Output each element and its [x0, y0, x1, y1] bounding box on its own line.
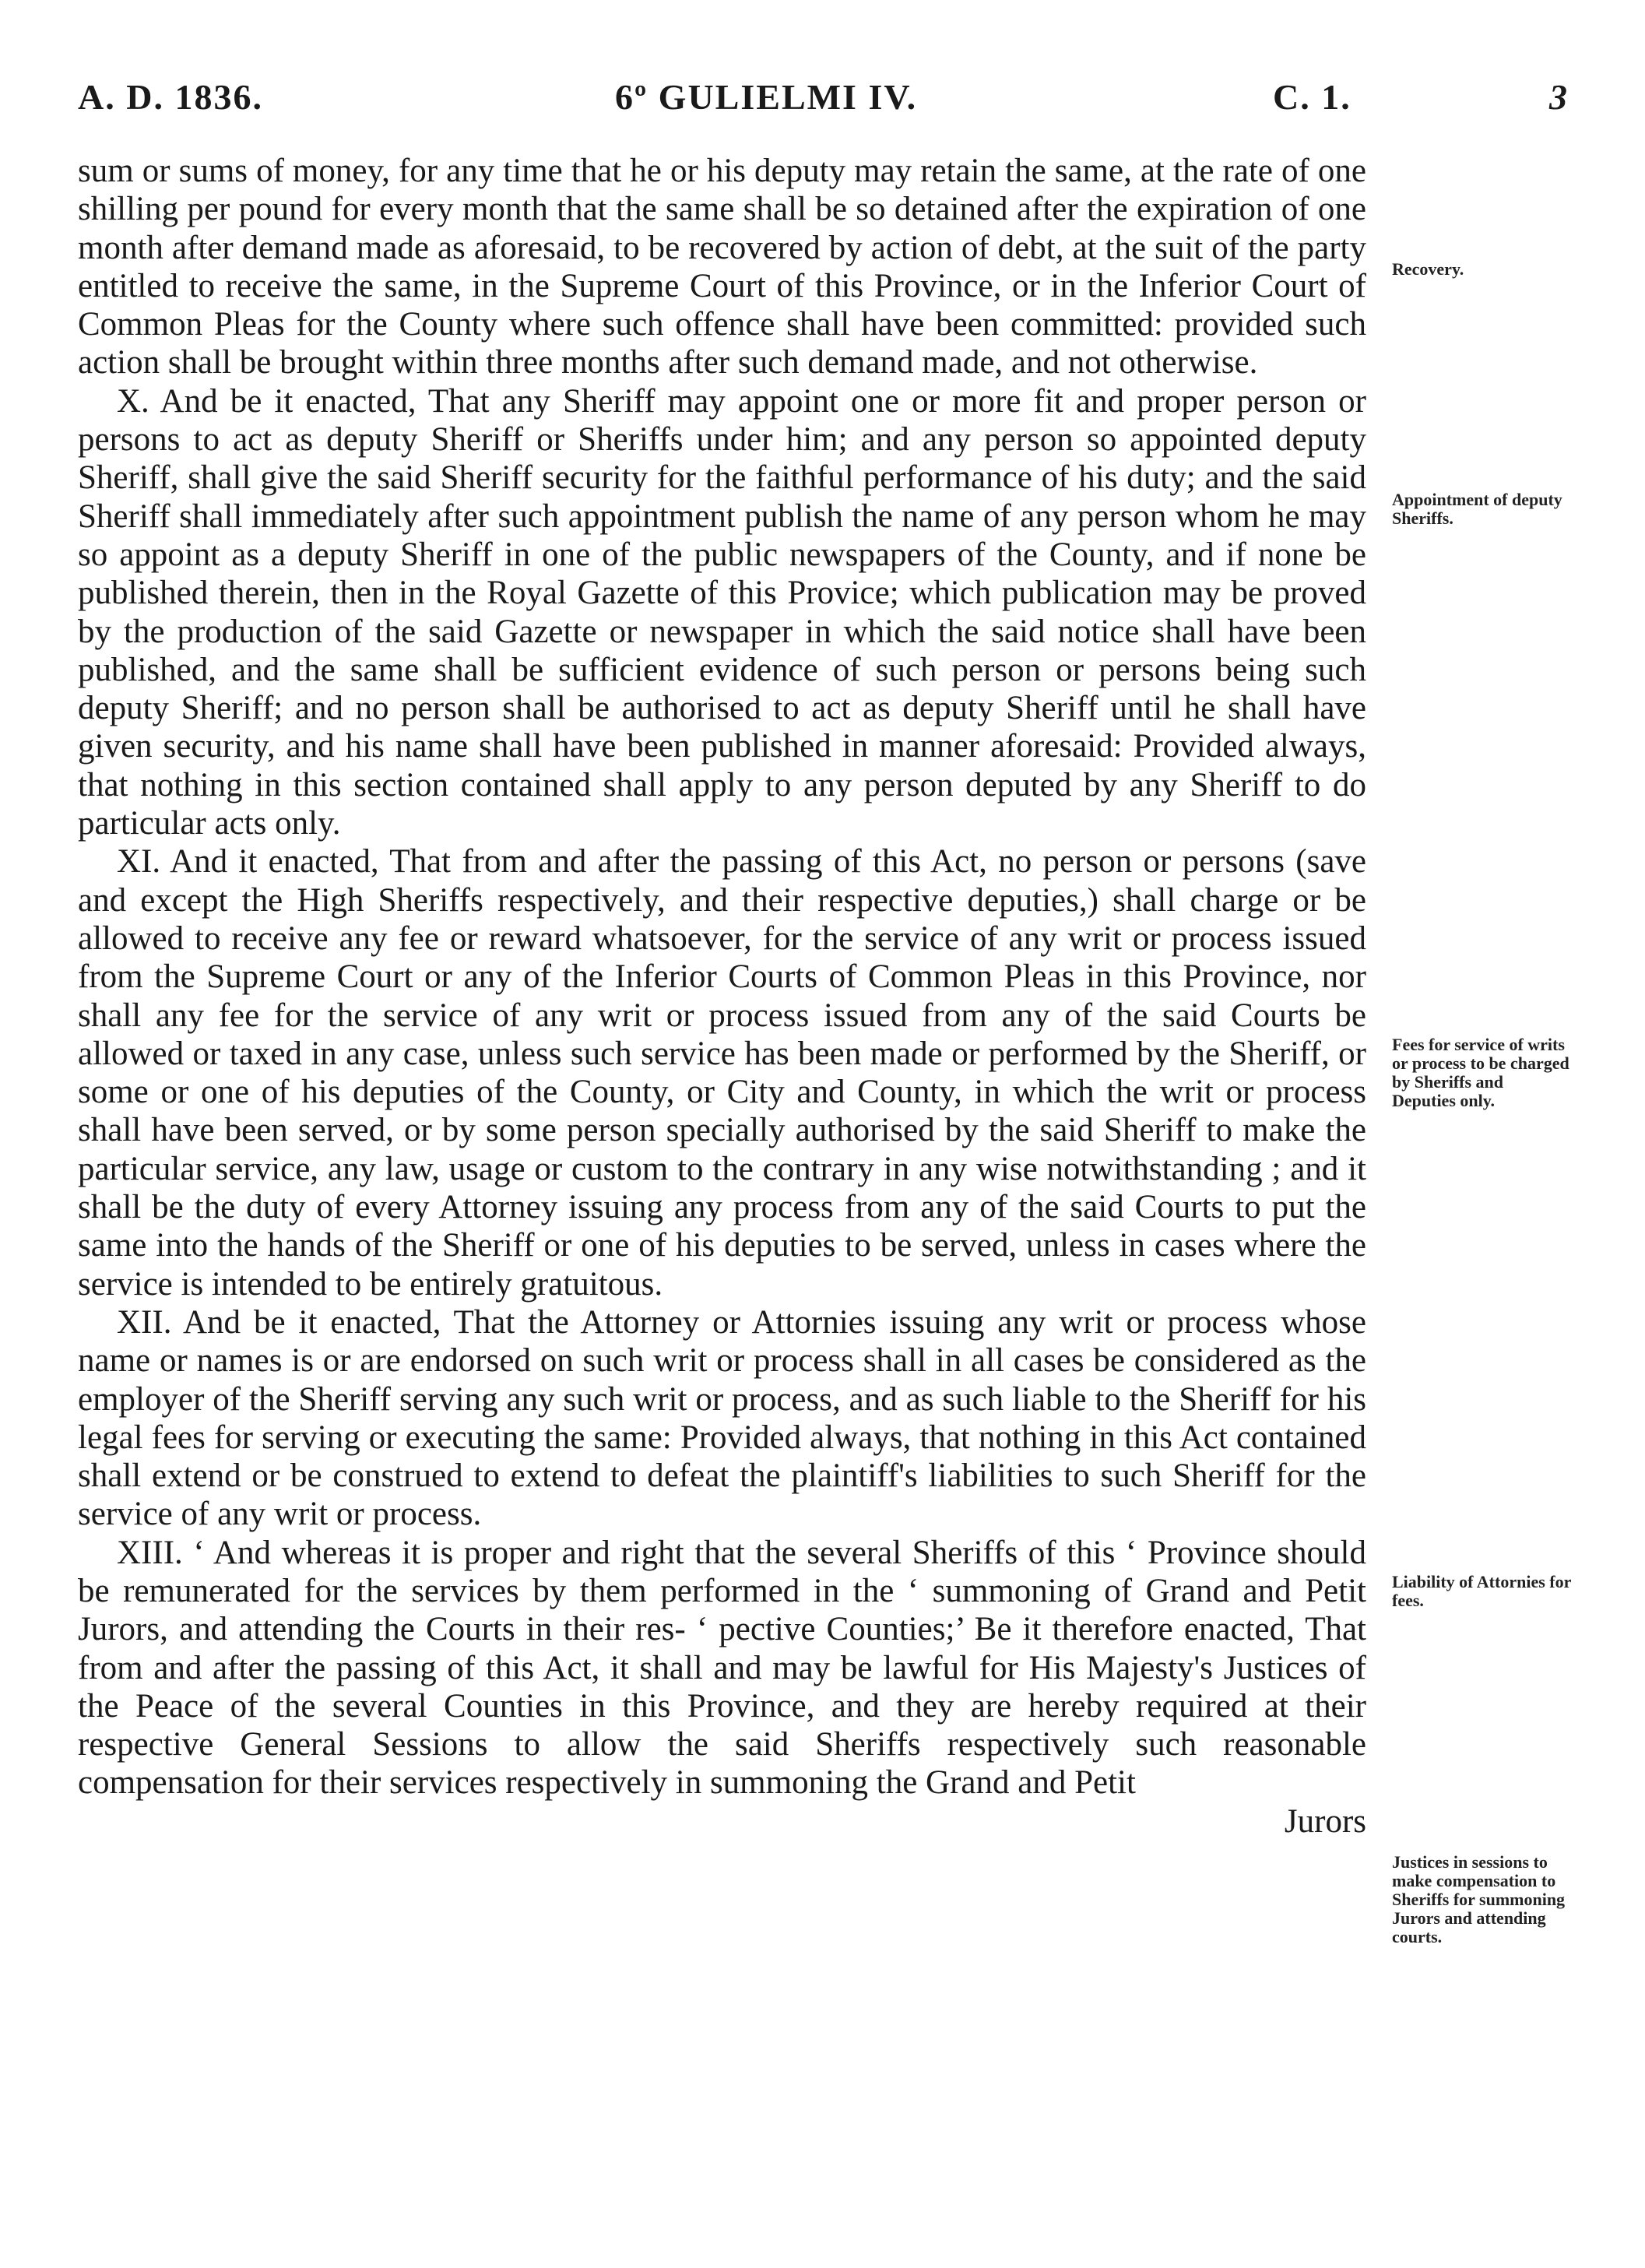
section-xii: XII. And be it enacted, That the Attorney or Attornies issuing any writ or process whose name or names is or are endorsed on such writ or process shall in all cases be considered as the employer of the Sheriff serving any such writ or process, and as such liable to the Sheriff for his legal fees for serving or executing the same: Provided always, that nothing in this Act contained shall extend or be construed to extend to defeat the plaintiff's liabilities to such Sheriff for the service of any writ or process. [78, 1303, 1366, 1533]
margin-note-liability: Liability of Attornies for fees. [1392, 1572, 1571, 1610]
margin-note-fees: Fees for service of writs or process to be charged by Sheriffs and Deputies only. [1392, 1035, 1569, 1110]
header-year: A. D. 1836. [78, 77, 263, 117]
catchword: Jurors [1284, 1802, 1366, 1840]
paragraph-continuation: sum or sums of money, for any time that he or his deputy may retain the same, at the rate of one shilling per pound for every month that the same shall be so detained after the expiration of one month after demand made as aforesaid, to be recovered by action of debt, at the suit of the party entitled to receive the same, in the Supreme Court of this Province, or in the Inferior Court of Common Pleas for the County where such offence shall have been committed: provided such action shall be brought within three months after such demand made, and not otherwise. [78, 153, 1366, 382]
page-number: 3 [1549, 77, 1569, 117]
section-xiii: XIII. ‘ And whereas it is proper and right that the several Sheriffs of this ‘ Province should be remunerated for the services by them performed in the ‘ summoning of Grand and Petit Jurors, and attending the Courts in their res- ‘ pective Counties;’ Be it therefore enacted, That from and after the passing of this Act, it shall and may be lawful for His Majesty's Justices of the Peace of the several Counties in this Province, and they are hereby required at their respective General Sessions to allow the said Sheriffs respectively such reasonable compensation for their services respectively in summoning the Grand and Petit [78, 1534, 1366, 1802]
margin-note-recovery: Recovery. [1392, 259, 1464, 279]
section-xi: XI. And it enacted, That from and after the passing of this Act, no person or persons (save and except the High Sheriffs respectively, and their respective deputies,) shall charge or be allowed to receive any fee or reward whatsoever, for the service of any writ or process issued from the Supreme Court or any of the Inferior Courts of Common Pleas in this Province, nor shall any fee for the service of any writ or process issued from any of the said Courts be allowed or taxed in any case, unless such service has been made or performed by the Sheriff, or some or one of his deputies of the County, or City and County, in which the writ or process shall have been served, or by some person specially authorised by the said Sheriff to make the particular service, any law, usage or custom to the contrary in any wise notwithstanding ; and it shall be the duty of every Attorney issuing any process from any of the said Courts to put the same into the hands of the Sheriff or one of his deputies to be served, unless in cases where the service is intended to be entirely gratuitous. [78, 843, 1366, 1303]
header-chapter: C. 1. [1273, 77, 1352, 117]
header-title: 6º GULIELMI IV. [615, 77, 918, 117]
body-text [78, 152, 1366, 1841]
margin-note-justices: Justices in sessions to make compensation to Sheriffs for summoning Jurors and attending courts. [1392, 1852, 1566, 1946]
page-header [78, 76, 1569, 131]
section-x: X. And be it enacted, That any Sheriff may appoint one or more fit and proper person or persons to act as deputy Sheriff or Sheriffs under him; and any person so appointed deputy Sheriff, shall give the said Sheriff security for the faithful performance of his duty; and the said Sheriff shall immediately after such appointment publish the name of any person whom he may so appoint as a deputy Sheriff in one of the public newspapers of the County, and if none be published therein, then in the Royal Gazette of this Provice; which publication may be proved by the production of the said Gazette or newspaper in which the said notice shall have been published, and the same shall be sufficient evidence of such person or persons being such deputy Sheriff; and no person shall be authorised to act as deputy Sheriff until he shall have given security, and his name shall have been published in manner aforesaid: Provided always, that nothing in this section contained shall apply to any person deputed by any Sheriff to do particular acts only. [78, 382, 1366, 842]
margin-note-appointment: Appointment of deputy Sheriffs. [1392, 490, 1562, 528]
